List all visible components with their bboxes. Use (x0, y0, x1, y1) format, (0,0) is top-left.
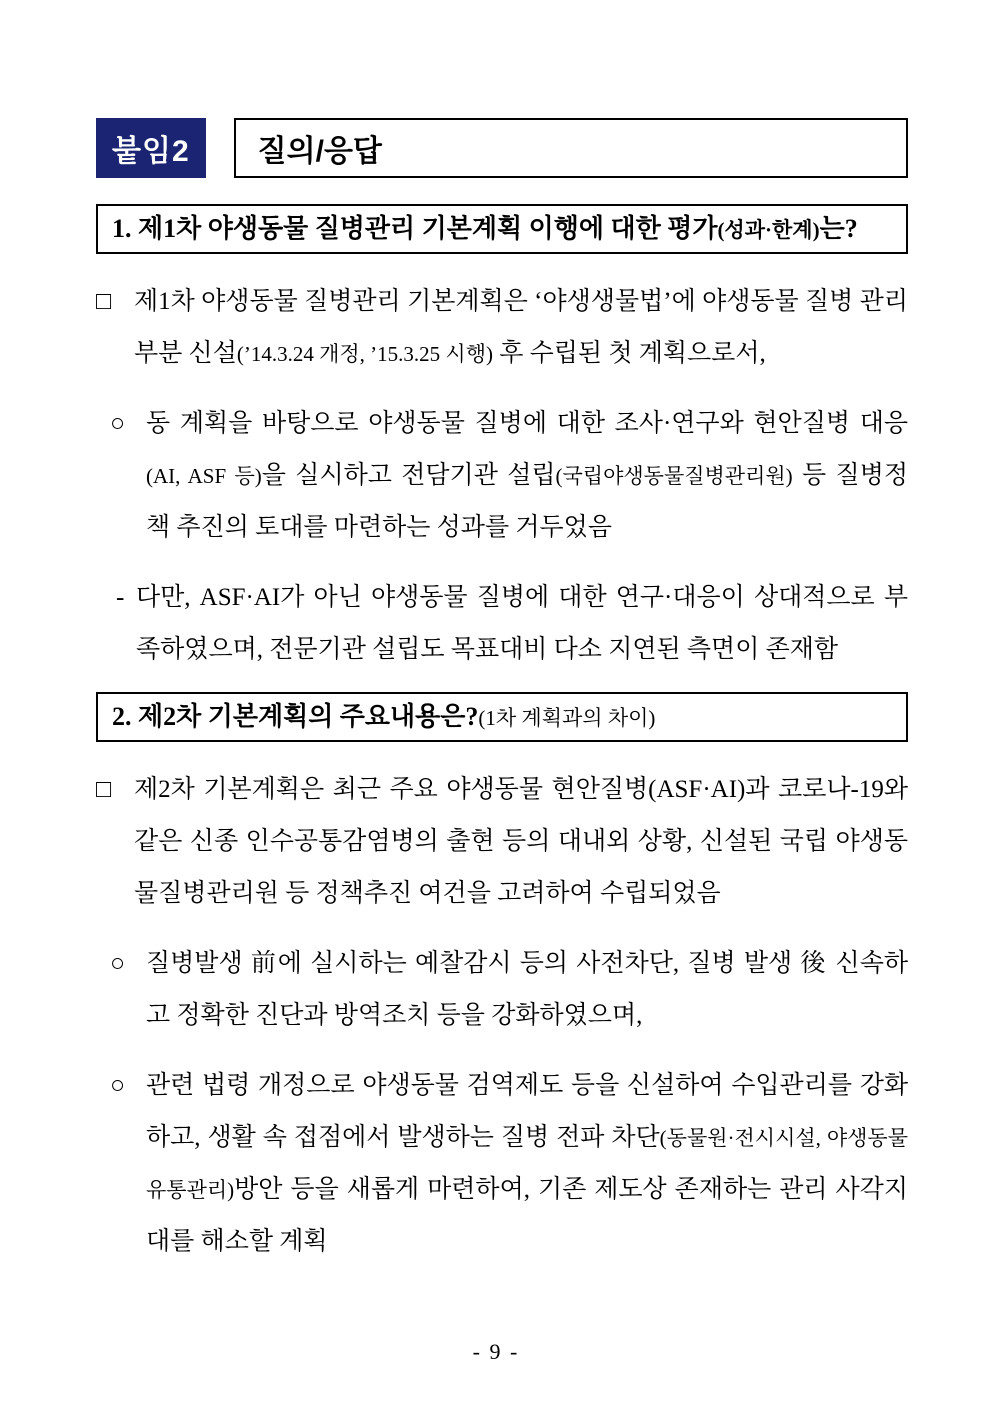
section-paragraphs (96, 276, 908, 676)
text-segment: 다만, ASF·AI가 아닌 야생동물 질병에 대한 연구·대응이 상대적으로 부족하였으며, 전문기관 설립도 목표대비 다소 지연된 측면이 존재함 (136, 583, 908, 663)
bullet-circle-icon: ○ (110, 1071, 126, 1099)
paragraph-text (146, 398, 908, 554)
text-segment: (’14.3.24 개정, ’15.3.25 시행) (236, 341, 493, 366)
bullet-circle-icon: ○ (110, 949, 126, 977)
sections (96, 204, 908, 1268)
paragraph-text (146, 1060, 908, 1268)
text-segment: 제2차 기본계획은 최근 주요 야생동물 현안질병(ASF·AI)과 코로나-19와 같은 신종 인수공통감염병의 출현 등의 대내외 상황, 신설된 국립 야생동물질병관리원 등 정책추진 여건을 고려하여 수립되었음 (134, 775, 908, 907)
section-heading (96, 204, 908, 254)
paragraph (96, 276, 908, 380)
page-header (96, 118, 908, 178)
text-segment: (AI, ASF 등) (146, 463, 262, 488)
text-segment: 방안 등을 새롭게 마련하여, 기존 제도상 존재하는 관리 사각지대를 해소할 계획 (146, 1175, 908, 1255)
text-segment: 후 수립된 첫 계획으로서, (492, 339, 766, 367)
text-segment: 질병발생 前에 실시하는 예찰감시 등의 사전차단, 질병 발생 後 신속하고 정확한 진단과 방역조치 등을 강화하였으며, (146, 949, 908, 1029)
text-segment: 는? (819, 214, 858, 243)
text-segment: 제1차 야생동물 질병관리 기본계획은 ‘야생생물법’에 야생동물 질병 관리부분 신설 (134, 287, 908, 367)
text-segment: 관련 법령 개정으로 야생동물 검역제도 등을 신설하여 수입관리를 강화하고, 생활 속 접점에서 발생하는 질병 전파 차단 (146, 1071, 908, 1151)
bullet-square-icon: □ (96, 287, 112, 315)
qa-section (96, 204, 908, 676)
qa-section (96, 692, 908, 1268)
paragraph (110, 1060, 908, 1268)
text-segment: (1차 계획과의 차이) (478, 705, 656, 730)
page-number: - 9 - (472, 1339, 520, 1364)
bullet-square-icon: □ (96, 775, 112, 803)
text-segment: 2. 제2차 기본계획의 주요내용은? (112, 701, 479, 731)
attachment-badge: 붙임2 (96, 118, 206, 178)
paragraph (116, 572, 908, 676)
paragraph-text (146, 938, 908, 1042)
paragraph-text (134, 276, 908, 380)
page-title: 질의/응답 (234, 118, 908, 178)
paragraph (96, 764, 908, 920)
text-segment: 1. 제1차 야생동물 질병관리 기본계획 이행에 대한 평가 (112, 214, 718, 243)
paragraph (110, 938, 908, 1042)
text-segment: 등 질병정책 추진의 토대를 마련하는 성과를 거두었음 (146, 461, 908, 541)
paragraph (110, 398, 908, 554)
paragraph-text (134, 764, 908, 920)
text-segment: (국립야생동물질병관리원) (555, 463, 793, 488)
page-content (96, 118, 908, 1268)
section-heading (96, 692, 908, 742)
bullet-circle-icon: ○ (110, 409, 126, 437)
text-segment: (성과·한계) (717, 218, 820, 242)
section-paragraphs (96, 764, 908, 1268)
text-segment: (동물원·전시시설, 야생동물 유통관리) (146, 1125, 908, 1202)
text-segment: 동 계획을 바탕으로 야생동물 질병에 대한 조사·연구와 현안질병 대응 (146, 409, 908, 437)
paragraph-text (136, 572, 908, 676)
bullet-dash-icon: - (116, 583, 125, 611)
text-segment: 을 실시하고 전담기관 설립 (261, 461, 556, 489)
